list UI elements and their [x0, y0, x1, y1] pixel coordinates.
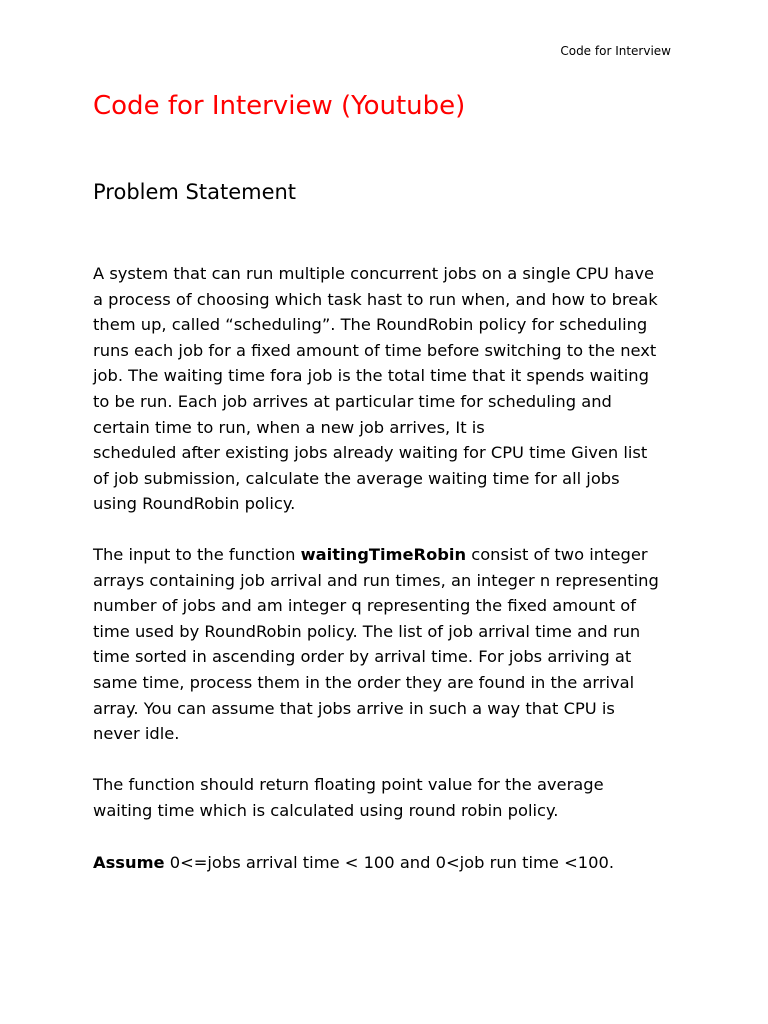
text-line — [93, 850, 683, 876]
text-line: same time, process them in the order they are found in the arrival — [93, 672, 635, 692]
text-line — [93, 542, 683, 568]
text-line: of job submission, calculate the average waiting time for all jobs — [93, 468, 620, 488]
paragraph-function-input — [93, 542, 683, 747]
text-line: A system that can run multiple concurrent jobs on a single CPU have — [93, 264, 655, 283]
text-line: number of jobs and am integer q representing the fixed amount of — [93, 596, 636, 616]
text-line: job. The waiting time fora job is the total time that it spends waiting — [93, 366, 649, 386]
text-line: to be run. Each job arrives at particular time for scheduling and — [93, 391, 612, 411]
constraint-text: 0<=jobs arrival time < 100 and 0<job run time <100. — [164, 853, 614, 872]
text-line: never idle. — [93, 724, 180, 744]
paragraph-return-value — [93, 772, 683, 823]
text-line: waiting time which is calculated using round robin policy. — [93, 800, 559, 820]
assume-label: Assume — [93, 853, 165, 872]
running-header: Code for Interview — [560, 44, 671, 58]
text-line: them up, called “scheduling”. The RoundRobin policy for scheduling — [93, 315, 648, 335]
function-name: waitingTimeRobin — [300, 545, 467, 564]
text-line: certain time to run, when a new job arrives, It is — [93, 417, 485, 437]
text-line: arrays containing job arrival and run times, an integer n representing — [93, 570, 659, 590]
text-line: time sorted in ascending order by arrival time. For jobs arriving at — [93, 647, 632, 667]
text-line: a process of choosing which task hast to run when, and how to break — [93, 289, 658, 309]
text-segment: consist of two integer — [466, 545, 648, 564]
text-line: The function should return floating point value for the average — [93, 775, 604, 794]
text-line: using RoundRobin policy. — [93, 494, 296, 514]
text-line: array. You can assume that jobs arrive in such a way that CPU is — [93, 698, 615, 718]
paragraph-assumptions — [93, 850, 683, 876]
paragraph-scheduling-description — [93, 261, 683, 517]
document-title: Code for Interview (Youtube) — [93, 91, 466, 121]
section-heading: Problem Statement — [93, 180, 297, 204]
text-line: runs each job for a fixed amount of time before switching to the next — [93, 340, 657, 360]
text-segment: The input to the function — [93, 545, 301, 564]
text-line: scheduled after existing jobs already waiting for CPU time Given list — [93, 443, 648, 463]
text-line: time used by RoundRobin policy. The list of job arrival time and run — [93, 621, 641, 641]
